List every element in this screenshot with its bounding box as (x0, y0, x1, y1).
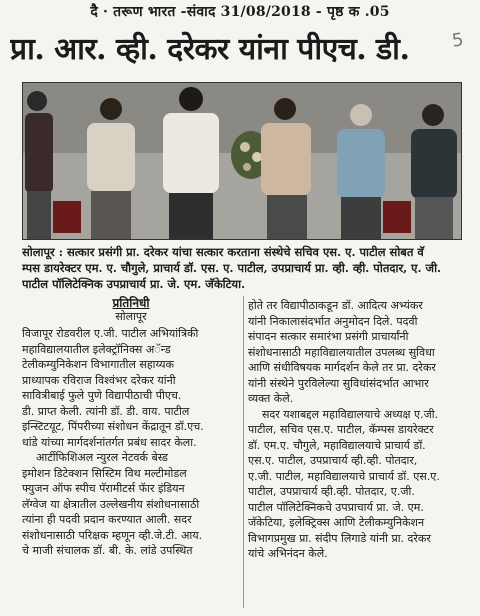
text-line: आणि संधीविषयक मार्गदर्शन केले तर प्रा. दरेकर (248, 361, 436, 374)
text-line: टेलीकम्युनिकेशन विभागातील सहाय्यक (22, 358, 174, 371)
handwritten-page-mark: 5 (450, 29, 465, 52)
text-line: व्यक्त केले. (248, 392, 294, 405)
photo-caption (22, 244, 462, 292)
text-line: यांचे अभिनंदन केले. (248, 547, 328, 560)
text-line: विभागप्रमुख प्रा. संदीप लिगाडे यांनी प्रा. दरेकर (248, 531, 431, 545)
text-line: सावित्रीबाई फुले पुणे विद्यापीठाची पीएच. (22, 389, 182, 402)
text-line: एस.ए. पाटील, उपप्राचार्य व्ही.व्ही. पोतदार, (248, 454, 418, 467)
article-byline (22, 296, 240, 323)
text-line: फ्युजन ऑफ स्पीच पॅरामीटर्स फॅार इंडियन (22, 482, 185, 495)
newspaper-masthead: दै · तरूण भारत -संवाद 31/08/2018 - पृष्ठ क .05 (90, 4, 390, 20)
text-line: लॅग्वेज या क्षेत्रातील उल्लेखनीय संशोधनासाठी (22, 497, 200, 511)
text-line: महाविद्यालयातील इलेक्ट्रॉनिक्स अॅन्ड (22, 342, 171, 356)
text-line: डी. प्राप्त केली. त्यांनी डॉ. डी. वाय. पाटील (22, 404, 190, 418)
byline-dateline: सोलापूर (115, 310, 147, 323)
text-line: पाटील, सचिव एस.ए. पाटील, कॅम्पस डायरेक्टर (248, 423, 434, 436)
text-line: संशोधनासाठी महाविद्यालयातील उपलब्ध सुविधा (248, 345, 435, 359)
text-line: चे माजी संचालक डॉ. बी. के. लांडे उपस्थित (22, 544, 193, 557)
felicitation-photo-illustration (23, 83, 461, 239)
text-line: धांडे यांच्या मार्गदर्शनांतर्गत प्रबंध सादर केला. (22, 435, 197, 449)
text-line: त्यांना ही पदवी प्रदान करण्यात आली. सदर (22, 513, 192, 526)
text-line: यांनी संस्थेने पुरविलेल्या सुविधांसंदर्भात आभार (248, 376, 429, 390)
news-photo (22, 82, 462, 240)
text-line: संपादन सत्कार समारंभा प्रसंगी प्राचार्यांनी (248, 330, 409, 343)
text-line: पाटील, उपप्राचार्य व्ही.व्ही. पोतदार, ए.जी. (248, 485, 415, 498)
column-divider (243, 296, 244, 608)
text-line: डॉ. एम.ए. चौगुले, महाविद्यालयाचे प्राचार्य डॉ. (248, 438, 426, 452)
text-line: आर्टीफिशिअल न्युरल नेटवर्क बेस्ड (36, 451, 168, 464)
caption-line: सोलापूर : सत्कार प्रसंगी प्रा. दरेकर यांचा सत्कार करताना संस्थेचे सचिव एस. ए. पाटील सोबत वॅ (22, 245, 424, 259)
text-line: इन्स्टिटयूट, पिंपरीच्या संशोधन केंद्रातून डॉ.एच. (22, 420, 204, 433)
text-line: होते तर विद्यापीठाकडून डॉ. आदित्य अभ्यंकर (248, 299, 423, 312)
text-line: संशोधनासाठी परिक्षक म्हणून व्ही.जे.टी. आय. (22, 528, 203, 542)
caption-line: पाटील पॉलिटेक्निक उपप्राचार्य प्रा. जे. एम. जॅकेटिया. (22, 277, 246, 291)
article-column-right (248, 298, 460, 562)
byline-reporter: प्रतिनिधी (112, 296, 150, 310)
text-line: प्राध्यापक रविराज विश्वंभर दरेकर यांनी (22, 373, 176, 387)
text-line: इमोशन डिटेक्शन सिस्टिम विथ मल्टीमोडल (22, 466, 187, 480)
text-line: यांनी निकालासंदर्भात अनुमोदन दिले. पदवी (248, 314, 418, 328)
article-column-left (22, 326, 240, 559)
text-line: सदर यशाबद्दल महाविद्यालयाचे अध्यक्ष ए.जी. (262, 407, 439, 421)
text-line: पाटील पॉलिटेक्निकचे उपप्राचार्य प्रा. जे. एम. (248, 500, 424, 514)
text-line: जॅकेटिया, इलेक्ट्रिक्स आणि टेलीकम्युनिकेशन (248, 516, 425, 529)
caption-line: म्पस डायरेक्टर एम. ए. चौगुले, प्राचार्य डॉ. एस. ए. पाटील, उपप्राचार्य प्रा. व्ही. व्ही. पोतदार, ए. जी. (22, 261, 442, 275)
text-line: विजापूर रोडवरील ए.जी. पाटील अभियांत्रिकी (22, 327, 199, 340)
text-line: ए.जी. पाटील, महाविद्यालयाचे प्राचार्य डॉ. एस.ए. (248, 469, 440, 483)
article-headline: प्रा. आर. व्ही. दरेकर यांना पीएच. डी. (10, 32, 410, 67)
